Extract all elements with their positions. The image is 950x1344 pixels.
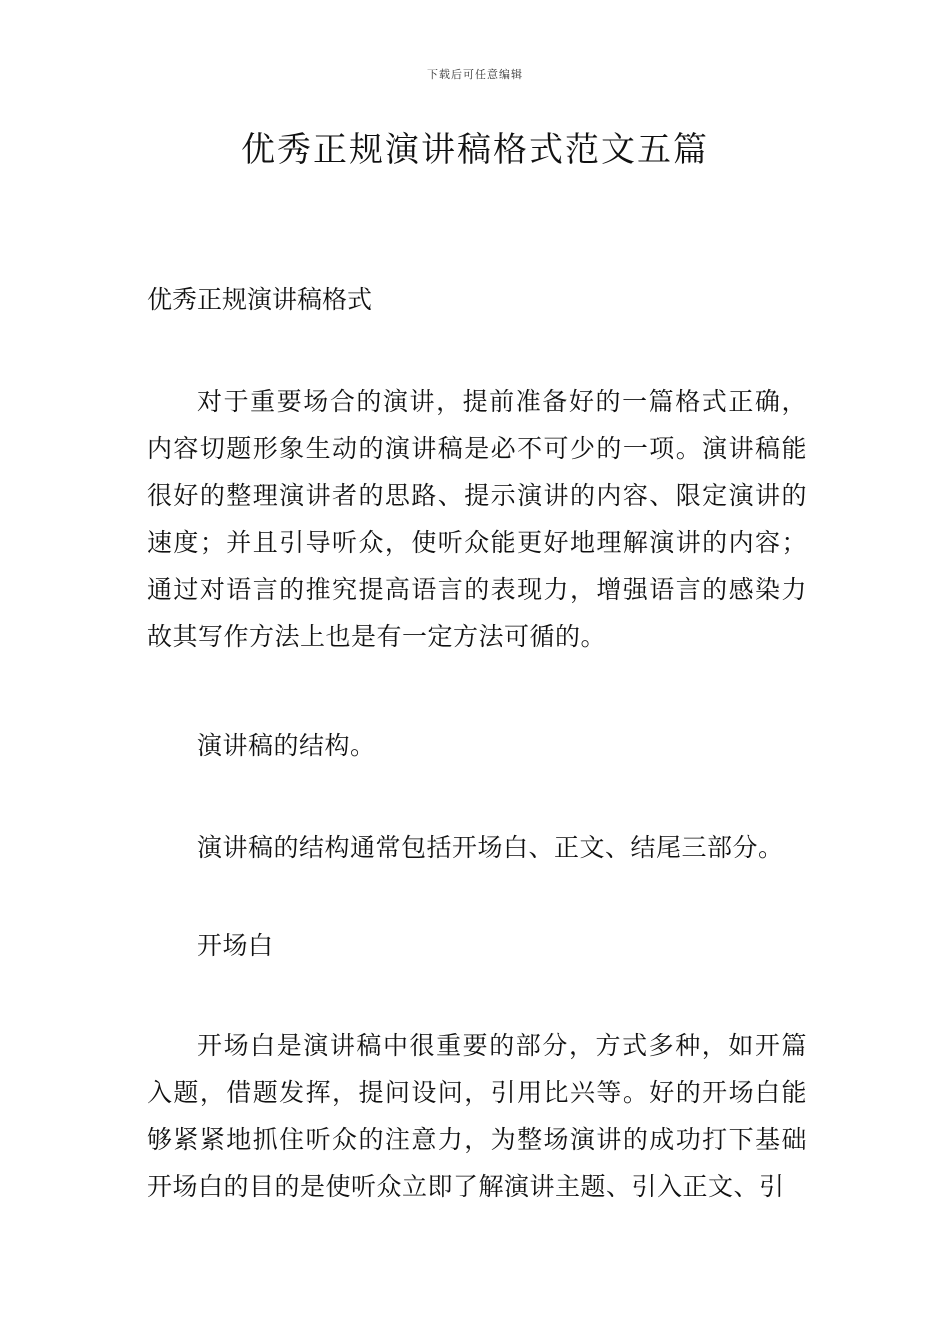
- header-note: 下载后可任意编辑: [427, 68, 523, 81]
- paragraph-opening-heading: 开场白: [197, 931, 274, 960]
- section-heading: 优秀正规演讲稿格式: [147, 285, 373, 314]
- paragraph-intro: 对于重要场合的演讲，提前准备好的一篇格式正确，内容切题形象生动的演讲稿是必不可少的一项。演讲稿能很好的整理演讲者的思路、提示演讲的内容、限定演讲的速度；并且引导听众，使听众能更好地理解演讲的内容；通过对语言的推究提高语言的表现力，增强语言的感染力故其写作方法上也是有一定方法可循的。: [147, 387, 807, 651]
- document-title: 优秀正规演讲稿格式范文五篇: [241, 130, 709, 170]
- paragraph-structure: 演讲稿的结构通常包括开场白、正文、结尾三部分。: [197, 833, 784, 862]
- paragraph-opening: 开场白是演讲稿中很重要的部分，方式多种，如开篇入题，借题发挥，提问设问，引用比兴等。好的开场白能够紧紧地抓住听众的注意力，为整场演讲的成功打下基础开场白的目的是使听众立即了解演讲主题、引入正文、引: [147, 1031, 807, 1201]
- paragraph-structure-heading: 演讲稿的结构。: [197, 731, 376, 760]
